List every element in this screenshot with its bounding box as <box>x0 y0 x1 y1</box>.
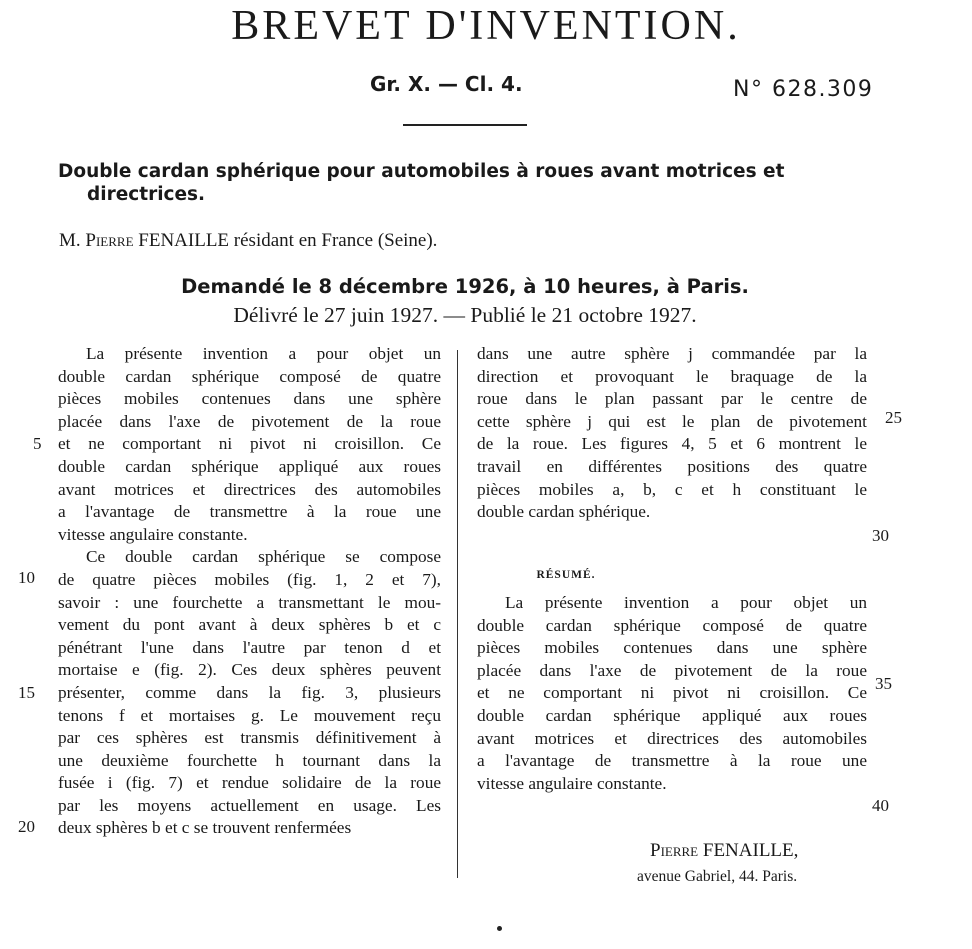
text-line: savoir : une fourchette a transmettant le mou- <box>58 592 441 612</box>
inventor-surname: FENAILLE <box>133 230 230 251</box>
ink-speck <box>497 926 502 931</box>
text-line: tenons f et mortaises g. Le mouvement reçu <box>58 705 441 725</box>
line-number-30: 30 <box>872 526 889 545</box>
text-line: double cardan sphérique appliqué aux roues <box>477 705 867 725</box>
text-line: avant motrices et directrices des automobiles <box>477 728 867 748</box>
text-line: placée dans l'axe de pivotement de la roue <box>477 660 867 680</box>
text-line: avant motrices et directrices des automobiles <box>58 479 441 499</box>
left-column-text <box>58 343 441 840</box>
text-line: direction et provoquant le braquage de la <box>477 366 867 386</box>
group-class: Gr. X. — Cl. 4. <box>370 72 523 96</box>
text-line: vitesse angulaire constante. <box>477 773 667 793</box>
resume-heading: RÉSUMÉ. <box>536 569 596 581</box>
text-line: présenter, comme dans la fig. 3, plusieurs <box>58 682 441 702</box>
inventor-line <box>59 230 437 252</box>
text-line: pénétrant l'une dans l'autre par tenon d et <box>58 637 441 657</box>
text-line: et ne comportant ni pivot ni croisillon. Ce <box>58 434 441 454</box>
text-line: a l'avantage de transmettre à la roue une <box>477 751 867 771</box>
header-rule <box>403 124 527 126</box>
text-line: et ne comportant ni pivot ni croisillon. Ce <box>477 683 867 703</box>
patent-number: N° 628.309 <box>733 77 874 102</box>
line-number-20: 20 <box>18 817 35 836</box>
text-line: par les moyens actuellement en usage. Les <box>58 795 441 815</box>
text-line: travail en différentes positions des quatre <box>477 456 867 476</box>
text-line: fusée i (fig. 7) et rendue solidaire de la roue <box>58 773 441 793</box>
subject-line-2: directrices. <box>87 184 206 205</box>
text-line: double cardan sphérique composé de quatre <box>477 615 867 635</box>
text-line: deux sphères b et c se trouvent renfermées <box>58 818 352 838</box>
issue-date: Délivré le 27 juin 1927. — Publié le 21 octobre 1927. <box>233 303 697 327</box>
right-column-text <box>477 343 867 524</box>
inventor-prefix: M. <box>59 230 86 251</box>
text-line: vitesse angulaire constante. <box>58 524 248 544</box>
line-number-40: 40 <box>872 796 889 815</box>
text-line: vement du pont avant à deux sphères b et c <box>58 615 441 635</box>
text-line: roue dans le plan passant par le centre de <box>477 389 867 409</box>
text-line: double cardan sphérique composé de quatre <box>58 366 441 386</box>
inventor-first-name: Pierre <box>85 230 134 251</box>
subject-line-1: Double cardan sphérique pour automobiles à roues avant motrices et <box>58 161 785 182</box>
text-line: cette sphère j qui est le plan de pivotement <box>477 411 867 431</box>
signature-name <box>650 840 798 862</box>
line-number-10: 10 <box>18 568 35 587</box>
text-line: double cardan sphérique appliqué aux roues <box>58 456 441 476</box>
resume-text <box>477 592 867 795</box>
text-line: de quatre pièces mobiles (fig. 1, 2 et 7), <box>58 569 441 589</box>
text-line: a l'avantage de transmettre à la roue une <box>58 502 441 522</box>
document-title: BREVET D'INVENTION. <box>231 3 741 49</box>
text-line: pièces mobiles a, b, c et h constituant le <box>477 479 867 499</box>
line-number-15: 15 <box>18 683 35 702</box>
filing-date: Demandé le 8 décembre 1926, à 10 heures, à Paris. <box>181 275 749 298</box>
line-number-5: 5 <box>33 434 42 453</box>
text-line: double cardan sphérique. <box>477 502 651 522</box>
text-line: par ces sphères est transmis définitivement à <box>58 728 441 748</box>
text-line: Ce double cardan sphérique se compose <box>86 547 441 567</box>
text-line: mortaise e (fig. 2). Ces deux sphères peuvent <box>58 660 441 680</box>
text-line: dans une autre sphère j commandée par la <box>477 344 867 363</box>
text-line: pièces mobiles contenues dans une sphère <box>58 389 441 409</box>
inventor-residence: résidant en France (Seine). <box>229 230 438 251</box>
text-line: La présente invention a pour objet un <box>86 344 441 363</box>
text-line: La présente invention a pour objet un <box>505 593 867 612</box>
signature-address: avenue Gabriel, 44. Paris. <box>637 868 798 885</box>
line-number-25: 25 <box>885 408 902 427</box>
column-divider <box>457 350 458 878</box>
patent-subject <box>58 160 918 206</box>
text-line: de la roue. Les figures 4, 5 et 6 montrent le <box>477 434 867 454</box>
text-line: placée dans l'axe de pivotement de la roue <box>58 411 441 431</box>
signature-surname: FENAILLE, <box>698 840 799 861</box>
line-number-35: 35 <box>875 674 892 693</box>
text-line: pièces mobiles contenues dans une sphère <box>477 638 867 658</box>
signature-first-name: Pierre <box>650 840 699 861</box>
text-line: une deuxième fourchette h tournant dans la <box>58 750 441 770</box>
